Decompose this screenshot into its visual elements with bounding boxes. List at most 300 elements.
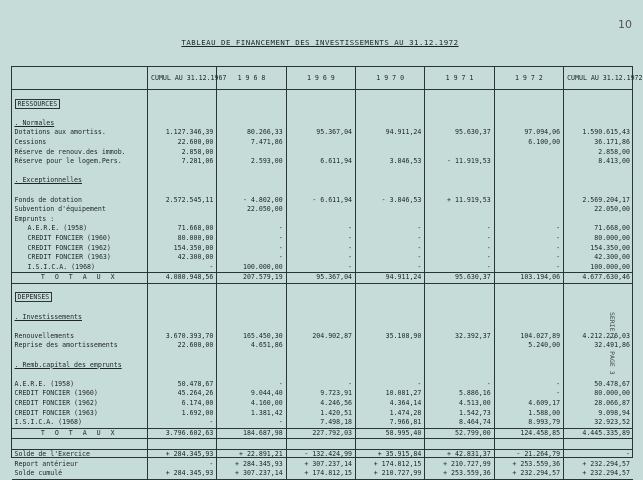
value-cell: 1.542,73 <box>425 409 494 419</box>
value-cell <box>148 293 217 303</box>
value-cell: 4.212.276,03 <box>564 332 633 342</box>
column-header: CUMUL AU 31.12.1967 <box>148 67 217 90</box>
page-number: 10 <box>618 18 632 31</box>
value-cell <box>425 351 494 361</box>
value-cell <box>286 176 355 186</box>
value-cell <box>564 361 633 371</box>
row-label: T O T A U X <box>12 273 148 284</box>
value-cell: - <box>356 244 425 254</box>
value-cell <box>148 100 217 110</box>
value-cell: - <box>494 253 563 263</box>
value-cell <box>425 303 494 313</box>
value-cell: 6.100,00 <box>494 138 563 148</box>
value-cell: + 284.345,93 <box>148 469 217 479</box>
value-cell <box>356 176 425 186</box>
value-cell <box>148 303 217 313</box>
value-cell: 9.098,94 <box>564 409 633 419</box>
value-cell: 5.886,16 <box>425 389 494 399</box>
subsection-row <box>12 176 634 186</box>
value-cell: 35.108,90 <box>356 332 425 342</box>
row-label <box>12 351 148 361</box>
value-cell: 103.194,06 <box>494 273 563 284</box>
row-label <box>12 119 148 129</box>
value-cell: 4.160,00 <box>217 399 286 409</box>
row-label: Emprunts : <box>14 214 55 223</box>
table-row <box>12 224 634 234</box>
value-cell <box>217 303 286 313</box>
value-cell <box>494 439 563 450</box>
value-cell <box>286 351 355 361</box>
value-cell: - <box>494 224 563 234</box>
value-cell: - <box>217 244 286 254</box>
value-cell <box>356 303 425 313</box>
value-cell: 8.993,79 <box>494 418 563 428</box>
row-label: Dotations aux amortiss. <box>14 128 106 137</box>
table-row <box>12 409 634 419</box>
value-cell: 4.080.948,56 <box>148 273 217 284</box>
row-label: A.E.R.E. (1958) <box>14 379 75 388</box>
value-cell <box>217 167 286 177</box>
value-cell <box>494 283 563 293</box>
value-cell: 184.687,98 <box>217 428 286 439</box>
table-row <box>12 418 634 428</box>
value-cell <box>286 370 355 380</box>
row-label: CREDIT FONCIER (1963) <box>14 408 98 417</box>
value-cell <box>286 205 355 215</box>
row-label: Solde cumulé <box>12 469 148 479</box>
value-cell <box>148 439 217 450</box>
value-cell <box>425 293 494 303</box>
row-label: T O T A U X <box>12 428 148 439</box>
value-cell <box>148 313 217 323</box>
value-cell <box>148 205 217 215</box>
value-cell <box>494 196 563 206</box>
value-cell: + 307.237,14 <box>217 469 286 479</box>
value-cell <box>286 148 355 158</box>
value-cell: - <box>564 449 633 459</box>
value-cell <box>494 370 563 380</box>
value-cell: + 174.812,15 <box>286 469 355 479</box>
value-cell: 32.392,37 <box>425 332 494 342</box>
value-cell: 42.300,00 <box>148 253 217 263</box>
value-cell <box>425 109 494 119</box>
value-cell: 9.723,91 <box>286 389 355 399</box>
value-cell: - <box>286 263 355 273</box>
value-cell <box>286 109 355 119</box>
value-cell: 100.000,00 <box>217 263 286 273</box>
value-cell <box>356 313 425 323</box>
value-cell <box>286 322 355 332</box>
value-cell: - <box>425 380 494 390</box>
value-cell <box>564 322 633 332</box>
table-row <box>12 351 634 361</box>
value-cell: 3.796.602,63 <box>148 428 217 439</box>
row-label: Subvention d'équipement <box>14 205 106 214</box>
value-cell <box>148 351 217 361</box>
value-cell: + 210.727,99 <box>356 469 425 479</box>
value-cell <box>286 341 355 351</box>
value-cell: - <box>286 380 355 390</box>
value-cell <box>217 215 286 225</box>
column-header: 1 9 7 1 <box>425 67 494 90</box>
value-cell <box>564 100 633 110</box>
value-cell: - <box>148 460 217 470</box>
value-cell <box>356 322 425 332</box>
value-cell <box>425 138 494 148</box>
value-cell <box>148 283 217 293</box>
value-cell: 1.474,28 <box>356 409 425 419</box>
value-cell <box>494 293 563 303</box>
value-cell <box>494 205 563 215</box>
value-cell <box>356 283 425 293</box>
value-cell: - 3.846,53 <box>356 196 425 206</box>
value-cell <box>564 351 633 361</box>
value-cell: 36.171,86 <box>564 138 633 148</box>
table-row <box>12 303 634 313</box>
value-cell <box>286 100 355 110</box>
table-row <box>12 215 634 225</box>
row-label-text: . Remb.capital des emprunts <box>14 360 122 369</box>
value-cell <box>494 322 563 332</box>
value-cell <box>148 370 217 380</box>
subsection-row <box>12 361 634 371</box>
value-cell <box>356 215 425 225</box>
value-cell: - <box>425 224 494 234</box>
value-cell <box>148 176 217 186</box>
value-cell: 22.600,00 <box>148 138 217 148</box>
value-cell <box>286 303 355 313</box>
value-cell: 2.593,00 <box>217 157 286 167</box>
value-cell: 2.569.204,17 <box>564 196 633 206</box>
value-cell <box>356 100 425 110</box>
value-cell: + 284.345,93 <box>148 449 217 459</box>
table-row <box>12 399 634 409</box>
value-cell: - <box>286 244 355 254</box>
value-cell: - <box>286 253 355 263</box>
value-cell: 2.858,00 <box>148 148 217 158</box>
value-cell <box>425 167 494 177</box>
value-cell: - <box>217 224 286 234</box>
value-cell: 2.858,00 <box>564 148 633 158</box>
value-cell <box>425 361 494 371</box>
value-cell <box>148 215 217 225</box>
value-cell <box>564 293 633 303</box>
table-row <box>12 138 634 148</box>
value-cell <box>286 439 355 450</box>
value-cell <box>494 167 563 177</box>
value-cell <box>494 303 563 313</box>
value-cell <box>356 167 425 177</box>
table-body <box>12 67 643 480</box>
row-label: Renouvellements <box>14 331 75 340</box>
value-cell: 80.000,00 <box>564 234 633 244</box>
table-row <box>12 109 634 119</box>
row-label: CREDIT FONCIER (1960) <box>27 233 111 242</box>
value-cell: 52.799,00 <box>425 428 494 439</box>
row-label <box>12 293 148 303</box>
value-cell <box>286 361 355 371</box>
table-row <box>12 128 634 138</box>
row-label <box>12 186 148 196</box>
value-cell: 3.846,53 <box>356 157 425 167</box>
value-cell: 7.281,06 <box>148 157 217 167</box>
value-cell <box>356 293 425 303</box>
value-cell <box>494 119 563 129</box>
value-cell <box>564 109 633 119</box>
value-cell: - <box>425 263 494 273</box>
value-cell: 5.240,00 <box>494 341 563 351</box>
value-cell <box>286 90 355 100</box>
totals-row <box>12 428 634 439</box>
value-cell <box>356 186 425 196</box>
value-cell: 1.588,00 <box>494 409 563 419</box>
value-cell <box>286 293 355 303</box>
value-cell <box>425 370 494 380</box>
value-cell: 22.050,00 <box>564 205 633 215</box>
row-label <box>12 167 148 177</box>
value-cell: - <box>286 234 355 244</box>
table-row <box>12 460 634 470</box>
value-cell <box>148 186 217 196</box>
value-cell: 71.668,00 <box>564 224 633 234</box>
table-row <box>12 439 634 450</box>
value-cell <box>356 90 425 100</box>
value-cell: 6.611,94 <box>286 157 355 167</box>
value-cell <box>564 176 633 186</box>
row-label: Réserve pour le logem.Pers. <box>14 157 122 166</box>
value-cell <box>564 119 633 129</box>
value-cell: - <box>494 263 563 273</box>
value-cell <box>564 90 633 100</box>
subsection-row <box>12 313 634 323</box>
column-header: 1 9 7 0 <box>356 67 425 90</box>
value-cell: 4.364,14 <box>356 399 425 409</box>
value-cell: - <box>217 380 286 390</box>
value-cell <box>286 313 355 323</box>
value-cell <box>494 148 563 158</box>
value-cell <box>425 322 494 332</box>
value-cell <box>356 109 425 119</box>
value-cell <box>217 370 286 380</box>
value-cell: - 11.919,53 <box>425 157 494 167</box>
table-header-row <box>12 67 634 90</box>
table-row <box>12 196 634 206</box>
value-cell: 4.677.630,46 <box>564 273 633 284</box>
side-note: SERIE I - PAGE 3 <box>608 312 616 375</box>
value-cell: 45.264,26 <box>148 389 217 399</box>
value-cell <box>217 322 286 332</box>
row-label <box>12 303 148 313</box>
value-cell: 100.000,00 <box>564 263 633 273</box>
value-cell <box>217 283 286 293</box>
value-cell <box>356 439 425 450</box>
value-cell: 50.478,67 <box>148 380 217 390</box>
table-row <box>12 449 634 459</box>
value-cell: 22.600,00 <box>148 341 217 351</box>
value-cell <box>564 167 633 177</box>
value-cell: 80.266,33 <box>217 128 286 138</box>
column-header: 1 9 6 9 <box>286 67 355 90</box>
value-cell: 4.246,56 <box>286 399 355 409</box>
row-label-text: . Normales <box>14 118 55 127</box>
row-label <box>12 313 148 323</box>
value-cell: 95.367,04 <box>286 273 355 284</box>
value-cell: - <box>286 224 355 234</box>
value-cell <box>217 439 286 450</box>
value-cell <box>494 313 563 323</box>
value-cell: 71.668,00 <box>148 224 217 234</box>
value-cell: 124.458,85 <box>494 428 563 439</box>
value-cell: - 6.611,94 <box>286 196 355 206</box>
table-row <box>12 244 634 254</box>
value-cell: 22.050,00 <box>217 205 286 215</box>
value-cell: 80.000,00 <box>148 234 217 244</box>
value-cell: - 132.424,99 <box>286 449 355 459</box>
value-cell <box>564 439 633 450</box>
value-cell <box>564 313 633 323</box>
value-cell <box>425 283 494 293</box>
value-cell: 1.381,42 <box>217 409 286 419</box>
row-label: Réserve de renouv.des immob. <box>14 147 126 156</box>
row-label <box>12 370 148 380</box>
value-cell: + 232.294,57 <box>494 469 563 479</box>
value-cell: 58.995,40 <box>356 428 425 439</box>
value-cell: - 21.264,79 <box>494 449 563 459</box>
value-cell: 154.350,00 <box>564 244 633 254</box>
value-cell <box>286 119 355 129</box>
table-row <box>12 157 634 167</box>
value-cell: + 11.919,53 <box>425 196 494 206</box>
value-cell <box>217 90 286 100</box>
table-row <box>12 90 634 100</box>
value-cell <box>494 351 563 361</box>
value-cell: - <box>148 263 217 273</box>
value-cell: + 210.727,99 <box>425 460 494 470</box>
financing-table <box>11 66 643 480</box>
value-cell: - <box>425 244 494 254</box>
row-label-text: . Investissements <box>14 312 82 321</box>
value-cell: 4.513,00 <box>425 399 494 409</box>
value-cell <box>217 176 286 186</box>
value-cell: - <box>217 253 286 263</box>
value-cell <box>356 205 425 215</box>
value-cell: - <box>494 389 563 399</box>
value-cell: 42.300,00 <box>564 253 633 263</box>
table-row <box>12 263 634 273</box>
value-cell: - <box>425 253 494 263</box>
value-cell <box>494 90 563 100</box>
table-row <box>12 389 634 399</box>
value-cell: 32.923,52 <box>564 418 633 428</box>
value-cell <box>425 100 494 110</box>
value-cell <box>286 138 355 148</box>
value-cell: + 253.559,36 <box>425 469 494 479</box>
value-cell: - <box>494 234 563 244</box>
value-cell <box>356 119 425 129</box>
value-cell: 1.692,00 <box>148 409 217 419</box>
value-cell <box>148 109 217 119</box>
value-cell <box>425 205 494 215</box>
value-cell <box>148 322 217 332</box>
value-cell: 7.966,81 <box>356 418 425 428</box>
value-cell <box>217 186 286 196</box>
value-cell: 28.066,87 <box>564 399 633 409</box>
value-cell: - <box>356 234 425 244</box>
table-row <box>12 341 634 351</box>
value-cell <box>356 370 425 380</box>
value-cell <box>356 138 425 148</box>
value-cell: + 284.345,93 <box>217 460 286 470</box>
value-cell <box>356 361 425 371</box>
value-cell <box>564 186 633 196</box>
value-cell: 94.911,24 <box>356 273 425 284</box>
value-cell <box>217 100 286 110</box>
value-cell: 1.127.346,39 <box>148 128 217 138</box>
value-cell: 50.478,67 <box>564 380 633 390</box>
value-cell: 165.450,30 <box>217 332 286 342</box>
value-cell: - <box>217 418 286 428</box>
row-label: Report antérieur <box>14 459 79 468</box>
value-cell: 2.572.545,11 <box>148 196 217 206</box>
column-header: CUMUL AU 31.12.1972 <box>564 67 633 90</box>
table-row <box>12 186 634 196</box>
value-cell: + 253.559,36 <box>494 460 563 470</box>
row-label: Fonds de dotation <box>14 195 82 204</box>
column-header: 1 9 6 8 <box>217 67 286 90</box>
row-label-text: RESSOURCES <box>15 99 61 109</box>
value-cell: - <box>494 244 563 254</box>
document-title <box>0 38 640 47</box>
value-cell <box>425 148 494 158</box>
section-header-row <box>12 293 634 303</box>
section-header-row <box>12 100 634 110</box>
value-cell: 32.491,86 <box>564 341 633 351</box>
table-row <box>12 332 634 342</box>
table-row <box>12 469 634 479</box>
value-cell: 207.579,19 <box>217 273 286 284</box>
value-cell: - <box>425 234 494 244</box>
value-cell <box>425 313 494 323</box>
value-cell: 6.174,00 <box>148 399 217 409</box>
value-cell: + 232.294,57 <box>564 460 633 470</box>
value-cell <box>286 186 355 196</box>
table-row <box>12 253 634 263</box>
table-row <box>12 380 634 390</box>
value-cell <box>494 157 563 167</box>
value-cell <box>564 283 633 293</box>
value-cell <box>564 303 633 313</box>
header-label-cell <box>12 67 148 90</box>
value-cell <box>217 148 286 158</box>
table-row <box>12 205 634 215</box>
row-label: CREDIT FONCIER (1963) <box>27 253 111 262</box>
value-cell: + 22.891,21 <box>217 449 286 459</box>
value-cell <box>356 148 425 158</box>
row-label: I.S.I.C.A. (1968) <box>27 262 95 271</box>
value-cell: + 307.237,14 <box>286 460 355 470</box>
value-cell <box>494 186 563 196</box>
column-header: 1 9 7 2 <box>494 67 563 90</box>
value-cell <box>356 341 425 351</box>
value-cell: + 232.294,57 <box>564 469 633 479</box>
value-cell <box>494 215 563 225</box>
value-cell <box>217 119 286 129</box>
value-cell: + 35.915,84 <box>356 449 425 459</box>
value-cell: 95.630,37 <box>425 128 494 138</box>
value-cell: - <box>217 234 286 244</box>
value-cell: 204.902,87 <box>286 332 355 342</box>
value-cell: - <box>356 224 425 234</box>
